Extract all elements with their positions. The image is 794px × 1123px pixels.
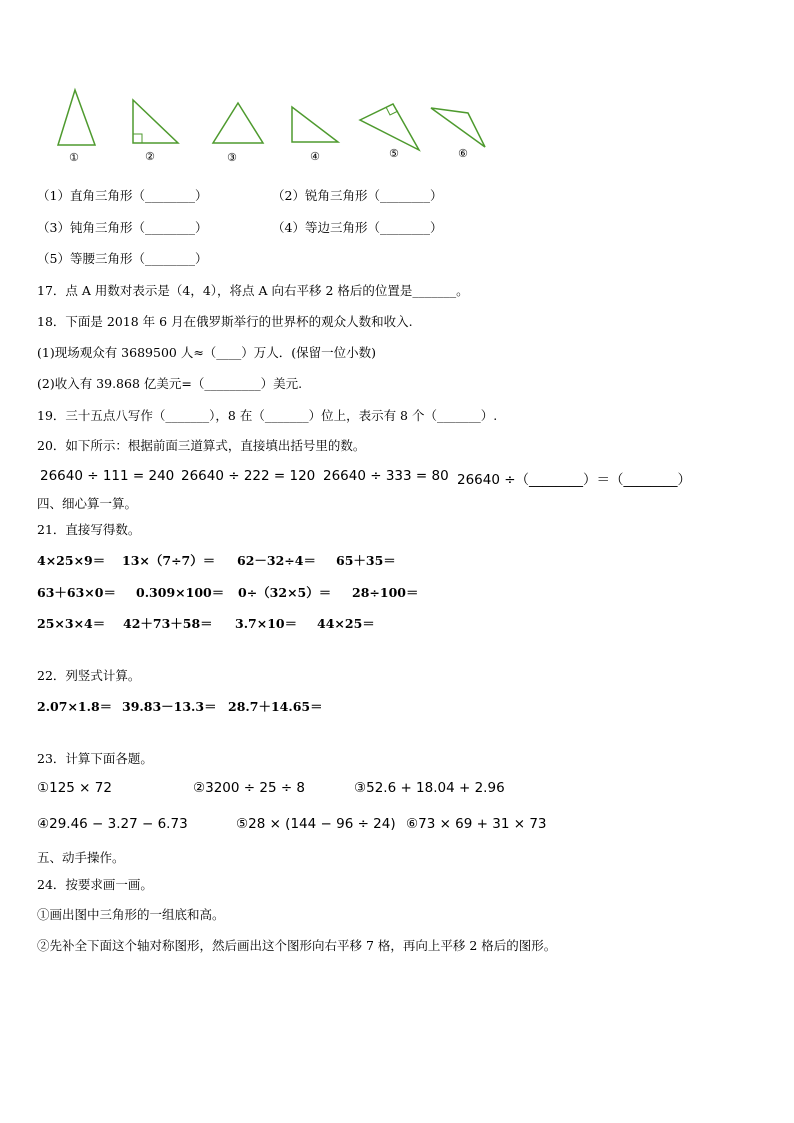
q20-eq-4: 26640 ÷（________）＝（________）	[457, 472, 692, 488]
q20-stem: 20．如下所示：根据前面三道算式，直接填出括号里的数。	[37, 438, 366, 453]
q23-item-3: ③52.6 + 18.04 + 2.96	[354, 780, 505, 796]
q23-stem: 23．计算下面各题。	[37, 751, 153, 766]
q21-stem: 21．直接写得数。	[37, 522, 141, 537]
q21-r3-c4: 44×25＝	[317, 616, 375, 631]
q19-text: 19．三十五点八写作（_______），8 在（_______）位上，表示有 8 个（_______）.	[37, 408, 498, 423]
right-angle-mark-2	[133, 134, 142, 143]
triangle-1	[58, 90, 95, 145]
q17-text: 17．点 A 用数对表示是（4，4），将点 A 向右平移 2 格后的位置是_______。	[37, 283, 469, 298]
q23-item-5: ⑤28 × (144 − 96 ÷ 24)	[236, 816, 396, 832]
q21-r2-c4: 28÷100＝	[352, 585, 419, 600]
q23-item-4: ④29.46 − 3.27 − 6.73	[37, 816, 188, 832]
q21-r2-c2: 0.309×100＝	[136, 585, 225, 600]
q23-item-1: ①125 × 72	[37, 780, 112, 796]
triangle-3	[213, 103, 263, 143]
q22-stem: 22．列竖式计算。	[37, 668, 141, 683]
figure-label-1: ①	[69, 151, 79, 164]
q23-item-6: ⑥73 × 69 + 31 × 73	[406, 816, 547, 832]
q21-r1-c4: 65＋35＝	[336, 553, 396, 568]
q20-eq-1: 26640 ÷ 111 = 240	[40, 468, 175, 484]
figure-label-2: ②	[145, 150, 155, 163]
q21-r1-c2: 13×（7÷7）＝	[122, 553, 216, 568]
q24-stem: 24．按要求画一画。	[37, 877, 153, 892]
figure-label-5: ⑤	[389, 147, 399, 160]
q16-item-2: （2）锐角三角形（________）	[272, 188, 443, 203]
q18-stem: 18．下面是 2018 年 6 月在俄罗斯举行的世界杯的观众人数和收入.	[37, 314, 413, 329]
q18-part-1: (1)现场观众有 3689500 人≈（____）万人．(保留一位小数)	[37, 345, 377, 360]
q21-r2-c3: 0÷（32×5）＝	[238, 585, 332, 600]
q20-eq-2: 26640 ÷ 222 = 120	[181, 468, 316, 484]
q24-part-1: ①画出图中三角形的一组底和高。	[37, 907, 225, 922]
figure-label-6: ⑥	[458, 147, 468, 160]
triangle-2	[133, 100, 178, 143]
q21-r1-c3: 62－32÷4＝	[237, 553, 316, 568]
q21-r2-c1: 63＋63×0＝	[37, 585, 116, 600]
triangle-6	[431, 108, 485, 147]
q18-part-2: (2)收入有 39.868 亿美元=（_________）美元.	[37, 376, 303, 391]
triangle-5	[360, 104, 419, 150]
q20-eq-3: 26640 ÷ 333 = 80	[323, 468, 449, 484]
q21-r3-c2: 42＋73＋58＝	[123, 616, 213, 631]
q22-item-2: 39.83－13.3＝	[122, 699, 217, 714]
q21-r1-c1: 4×25×9＝	[37, 553, 106, 568]
q21-r3-c3: 3.7×10＝	[235, 616, 298, 631]
q16-item-5: （5）等腰三角形（________）	[37, 251, 208, 266]
q22-item-3: 28.7＋14.65＝	[228, 699, 323, 714]
section-5-heading: 五、动手操作。	[37, 850, 125, 865]
q22-item-1: 2.07×1.8＝	[37, 699, 113, 714]
figure-label-3: ③	[227, 151, 237, 164]
q16-item-3: （3）钝角三角形（________）	[37, 220, 208, 235]
q21-r3-c1: 25×3×4＝	[37, 616, 106, 631]
q16-item-4: （4）等边三角形（________）	[272, 220, 443, 235]
section-4-heading: 四、细心算一算。	[37, 496, 138, 511]
figure-label-4: ④	[310, 150, 320, 163]
q16-item-1: （1）直角三角形（________）	[37, 188, 208, 203]
q23-item-2: ②3200 ÷ 25 ÷ 8	[193, 780, 306, 796]
q24-part-2: ②先补全下面这个轴对称图形，然后画出这个图形向右平移 7 格，再向上平移 2 格后的图形。	[37, 938, 557, 953]
triangle-4	[292, 107, 338, 142]
